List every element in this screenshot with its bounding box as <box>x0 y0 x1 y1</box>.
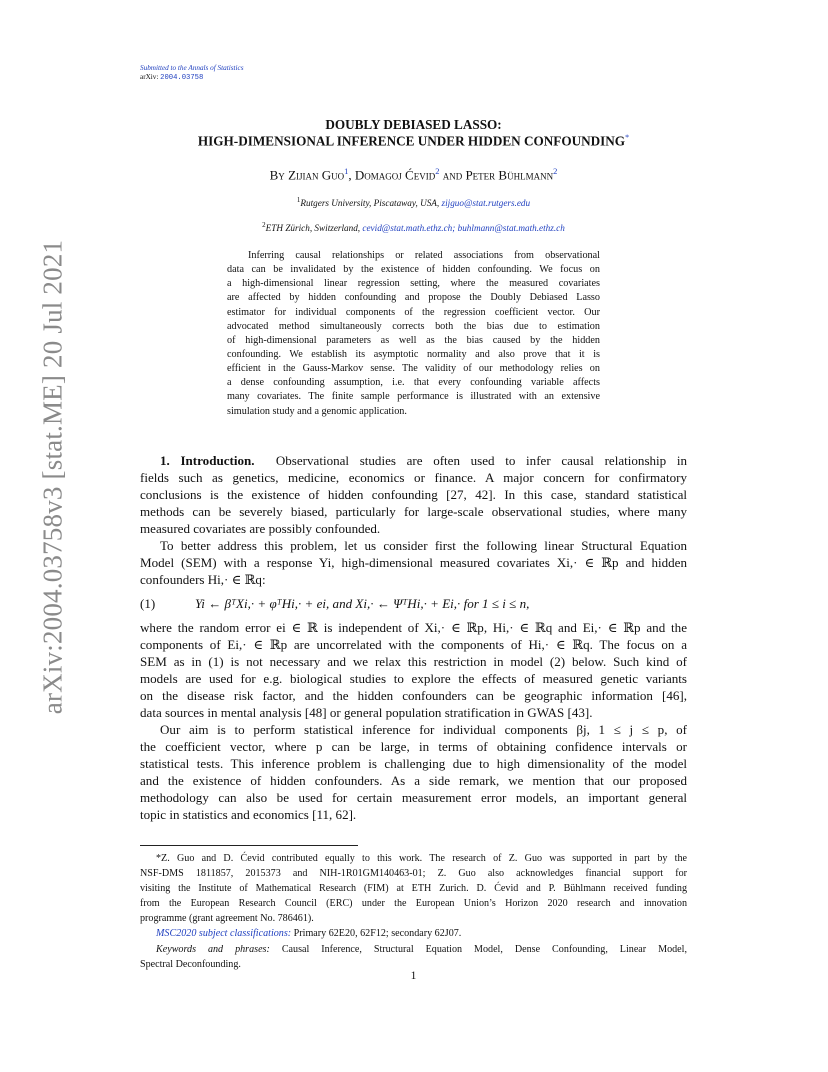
abstract-line: efficient in the Gauss-Markov sense. The validity of our methodology relies on <box>227 363 600 375</box>
paragraph-line: models are used for e.g. biological studies to explore the effects of measured genetic variants <box>140 671 687 686</box>
footnote-divider <box>140 845 358 846</box>
paragraph-line: measured covariates are possibly confounded. <box>140 521 381 536</box>
affiliation-1 <box>140 196 687 208</box>
author-1: Zijian Guo <box>288 167 345 183</box>
title-footnote-mark[interactable]: * <box>625 133 630 142</box>
author-2: Domagoj Ćevid <box>354 167 436 183</box>
footnote-line: NSF-DMS 1811857, 2015373 and NIH-1R01GM140463-01; Z. Guo also acknowledges financial support for <box>140 868 687 880</box>
msc-link[interactable]: MSC2020 subject classifications: <box>156 928 292 940</box>
page-number: 1 <box>410 970 417 982</box>
author-list <box>140 166 687 183</box>
footnotes <box>140 851 687 972</box>
footnote-line: from the European Research Council (ERC) under the European Union’s Horizon 2020 research and innovation <box>140 898 687 910</box>
paragraph-line: data sources in mental analysis [48] or general population stratification in GWAS [43]. <box>140 705 593 720</box>
author-3: Peter Bühlmann <box>465 167 554 183</box>
keywords-label: Keywords and phrases: <box>156 943 270 955</box>
affiliation-1-place: Rutgers University, Piscataway, USA, <box>300 198 440 209</box>
keywords-line <box>140 942 687 957</box>
abstract <box>227 249 600 419</box>
paragraph-line: methodology can also be used for certain measurement error models, an important general <box>140 790 687 805</box>
paragraph-line: topic in statistics and economics [11, 62]. <box>140 807 357 822</box>
author-2-mark[interactable]: 2 <box>435 166 440 176</box>
affiliation-2-email[interactable]: cevid@stat.math.ethz.ch; <box>362 223 456 234</box>
paragraph-line: on the disease risk factor, and the hidden confounders can be geographic information [46], <box>140 688 687 703</box>
paragraph-text: Observational studies are often used to infer causal relationship in <box>275 453 687 468</box>
arxiv-id-link[interactable]: 2004.03758 <box>160 74 204 82</box>
affiliation-2 <box>140 221 687 233</box>
equation-number: (1) <box>140 596 156 611</box>
section-heading: 1. Introduction. <box>160 453 255 468</box>
msc-classification <box>140 926 687 941</box>
abstract-line: Inferring causal relationships or related associations from observational <box>248 250 600 261</box>
journal-header[interactable]: Submitted to the Annals of Statistics <box>140 64 244 72</box>
footnote-line: programme (grant agreement No. 786461). <box>140 913 314 925</box>
paragraph-line: components of Ei,· ∈ ℝp are uncorrelated with the components of Hi,· ∈ ℝq. The focus on a <box>140 637 687 652</box>
paragraph-line: fields such as genetics, medicine, economics or finance. A major concern for confirmatory <box>140 470 687 485</box>
equation-1 <box>140 593 687 615</box>
abstract-line: are affected by hidden confounding and propose the Doubly Debiased Lasso <box>227 292 600 304</box>
author-3-mark[interactable]: 2 <box>553 166 558 176</box>
author-and: and <box>442 167 463 183</box>
paragraph-line: Our aim is to perform statistical inference for individual components βj, 1 ≤ j ≤ p, of <box>160 722 687 737</box>
abstract-line: confounding. We establish its asymptotic normality and also prove that it is <box>227 348 600 360</box>
abstract-line: a dense confounding assumption, i.e. that every confounding variable affects <box>227 377 600 389</box>
abstract-line: estimator for individual components of the regression coefficient vector. Our <box>227 306 600 318</box>
abstract-line: a high-dimensional linear regression setting, where the measured covariates <box>227 278 600 290</box>
msc-text: Primary 62E20, 62F12; secondary 62J07. <box>293 928 462 940</box>
affiliation-1-mark: 1 <box>296 196 301 204</box>
paper-title-line1: DOUBLY DEBIASED LASSO: <box>325 117 502 132</box>
paper-title-line2 <box>140 133 687 149</box>
abstract-line: of high-dimensional parameters as well as the bias caused by the hidden <box>227 334 600 346</box>
arxiv-header <box>140 73 203 82</box>
paper-title-text: HIGH-DIMENSIONAL INFERENCE UNDER HIDDEN CONFOUNDING <box>197 133 626 149</box>
keywords-text: Causal Inference, Structural Equation Model, Dense Confounding, Linear Model, <box>281 943 687 955</box>
abstract-line: many covariates. The finite sample performance is illustrated with an extensive <box>227 391 600 403</box>
section-introduction <box>140 452 687 823</box>
author-1-mark[interactable]: 1 <box>344 166 349 176</box>
affiliation-2-mark: 2 <box>262 221 266 229</box>
paragraph-line: and the existence of hidden confounders. As a side remark, we mention that our proposed <box>140 773 687 788</box>
author-separator: , <box>348 167 352 183</box>
footnote-line: visiting the Institute of Mathematical Research (FIM) at ETH Zurich. D. Ćevid and P. Bühlmann received funding <box>140 883 687 895</box>
arxiv-label: arXiv: <box>140 73 159 81</box>
paragraph-line: where the random error ei ∈ ℝ is independent of Xi,· ∈ ℝp, Hi,· ∈ ℝq and Ei,· ∈ ℝp and the <box>140 620 687 635</box>
author-prefix: By <box>269 167 285 183</box>
affiliation-1-email[interactable]: zijguo@stat.rutgers.edu <box>441 198 531 209</box>
paragraph-line: methods can be severely biased, particularly for large-scale observational studies, where many <box>140 504 687 519</box>
equation-body: Yi ← βᵀXi,· + φᵀHi,· + ei, and Xi,· ← ΨᵀHi,· + Ei,· for 1 ≤ i ≤ n, <box>195 596 530 611</box>
arxiv-sidebar-stamp: arXiv:2004.03758v3 [stat.ME] 20 Jul 2021 <box>37 239 68 715</box>
affiliation-2-place: ETH Zürich, Switzerland, <box>265 223 361 234</box>
paragraph-line: statistical tests. This inference problem is challenging due to high dimensionality of the model <box>140 756 687 771</box>
abstract-line: data can be invalidated by the existence of hidden confounding. We focus on <box>227 264 600 276</box>
paragraph-line <box>140 452 687 469</box>
paragraph-line: the coefficient vector, where p can be large, in terms of obtaining confidence intervals or <box>140 739 687 754</box>
paragraph-line: Model (SEM) with a response Yi, high-dimensional measured covariates Xi,· ∈ ℝp and hidden <box>140 555 687 570</box>
paragraph-line: To better address this problem, let us consider first the following linear Structural Equation <box>160 538 687 553</box>
abstract-line: simulation study and a genomic application. <box>227 405 407 417</box>
affiliation-2-email-2[interactable]: buhlmann@stat.math.ethz.ch <box>457 223 565 234</box>
abstract-line: advocated method simultaneously corrects both the bias due to estimation <box>227 320 600 332</box>
footnote-line: *Z. Guo and D. Ćevid contributed equally to this work. The research of Z. Guo was supported in part by the <box>156 853 687 864</box>
paragraph-line: SEM as in (1) is not necessary and we relax this restriction in model (2) below. Such kind of <box>140 654 687 669</box>
paragraph-line: conclusions is the existence of hidden confounding [27, 42]. In this case, standard statistical <box>140 487 687 502</box>
paragraph-line: confounders Hi,· ∈ ℝq: <box>140 572 266 587</box>
keywords-line: Spectral Deconfounding. <box>140 958 241 970</box>
